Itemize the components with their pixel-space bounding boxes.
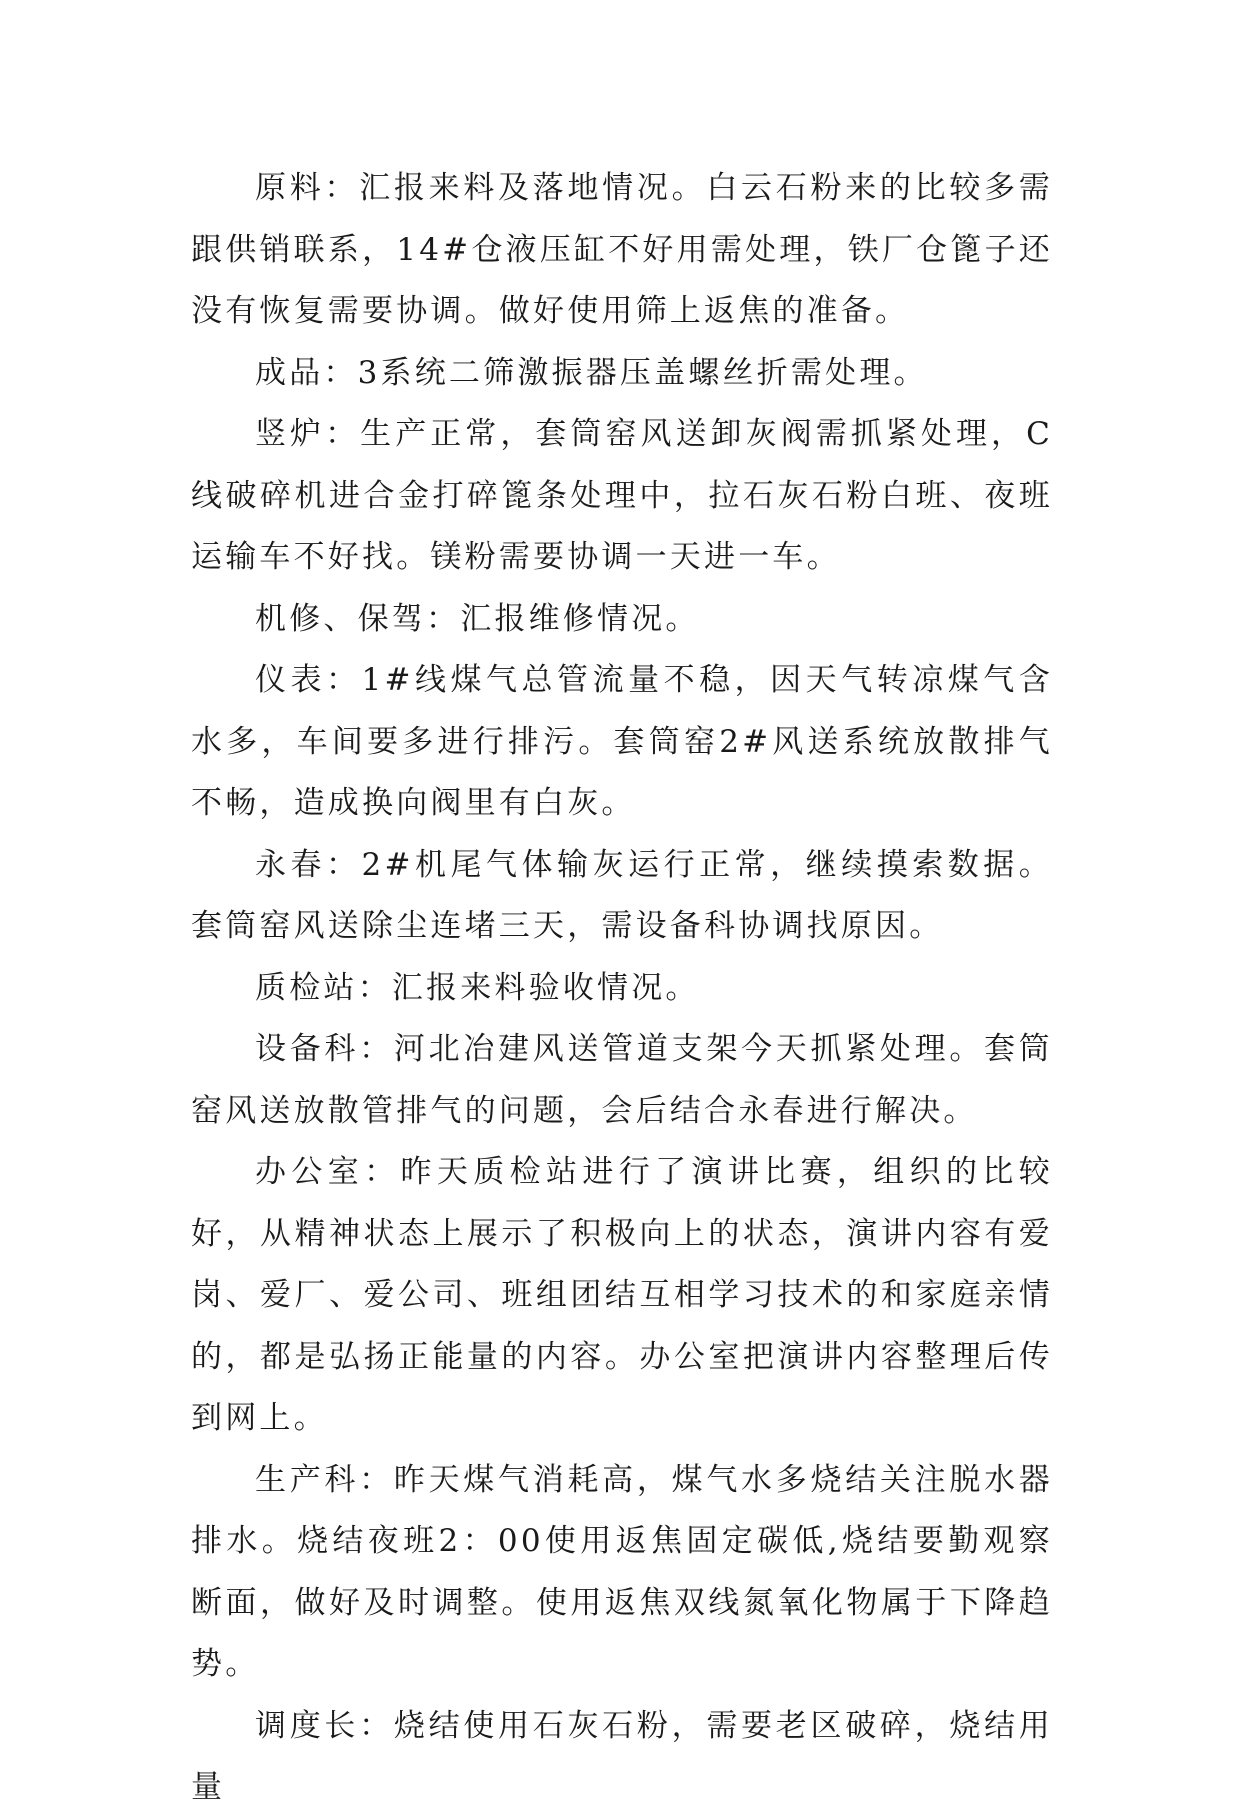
paragraph-shaft-furnace: 竖炉：生产正常，套筒窑风送卸灰阀需抓紧处理，C线破碎机进合金打碎篦条处理中，拉石灰石粉白班、夜班运输车不好找。镁粉需要协调一天进一车。	[191, 416, 1053, 575]
paragraph-instruments: 仪表：1#线煤气总管流量不稳，因天气转凉煤气含水多，车间要多进行排污。套筒窑2#风送系统放散排气不畅，造成换向阀里有白灰。	[191, 662, 1053, 821]
paragraph-office: 办公室：昨天质检站进行了演讲比赛，组织的比较好，从精神状态上展示了积极向上的状态，演讲内容有爱岗、爱厂、爱公司、班组团结互相学习技术的和家庭亲情的，都是弘扬正能量的内容。办公室把演讲内容整理后传到网上。	[191, 1154, 1053, 1436]
paragraph-raw-material: 原料：汇报来料及落地情况。白云石粉来的比较多需跟供销联系，14#仓液压缸不好用需处理，铁厂仓篦子还没有恢复需要协调。做好使用筛上返焦的准备。	[191, 170, 1053, 329]
paragraph-equipment-dept: 设备科：河北冶建风送管道支架今天抓紧处理。套筒窑风送放散管排气的问题，会后结合永春进行解决。	[191, 1031, 1053, 1129]
paragraph-dispatch-chief: 调度长：烧结使用石灰石粉，需要老区破碎，烧结用量	[191, 1707, 1053, 1805]
document-body	[191, 158, 1053, 1819]
paragraph-finished-product: 成品：3系统二筛激振器压盖螺丝折需处理。	[255, 354, 928, 391]
paragraph-maintenance: 机修、保驾：汇报维修情况。	[255, 600, 700, 637]
paragraph-production-dept: 生产科：昨天煤气消耗高，煤气水多烧结关注脱水器排水。烧结夜班2：00使用返焦固定碳低,烧结要勤观察断面，做好及时调整。使用返焦双线氮氧化物属于下降趋势。	[191, 1461, 1053, 1682]
paragraph-yongchun: 永春：2#机尾气体输灰运行正常，继续摸索数据。套筒窑风送除尘连堵三天，需设备科协调找原因。	[191, 846, 1053, 944]
paragraph-quality-station: 质检站：汇报来料验收情况。	[255, 969, 700, 1006]
